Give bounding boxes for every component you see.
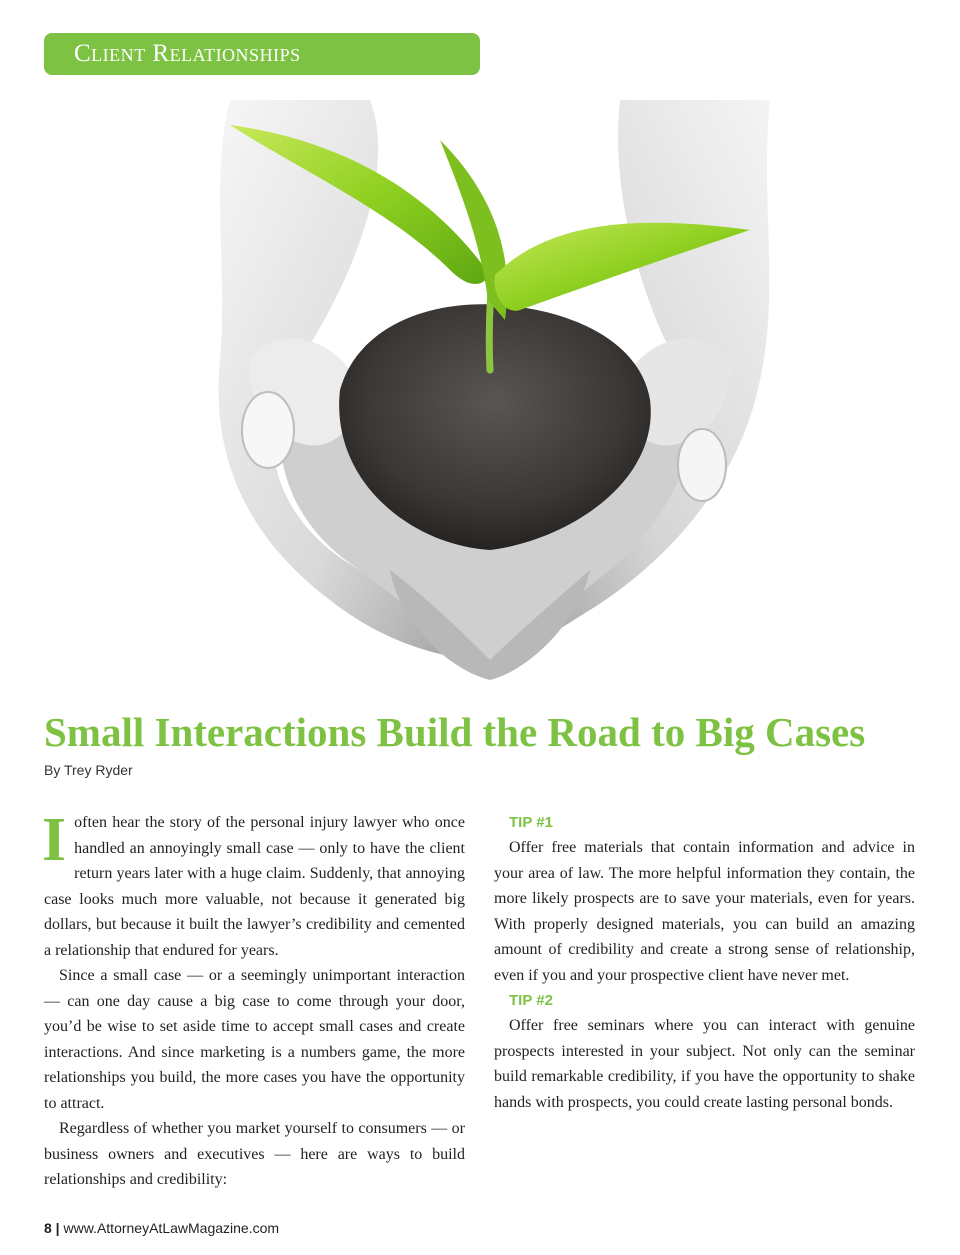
tip-heading: TIP #1 [509,814,553,831]
body-paragraph: Regardless of whether you market yourself to consumers — or business owners and executives — here are ways to build relationships and credibility: [44,1120,465,1188]
byline: By Trey Ryder [44,762,133,778]
tip-heading: TIP #2 [509,992,553,1009]
right-column [494,810,915,1115]
paragraph-text: often hear the story of the personal injury lawyer who once handled an annoyingly small case — only to have the client return years later with a huge claim. Suddenly, that annoying case looks much more valuable, not because it generated big dollars, but because it built the lawyer’s credibility and cemented a relationship that endured for years. [44,814,465,959]
hands-seedling-image [190,100,790,690]
left-column [42,806,465,1193]
page-number: 8 [44,1220,52,1236]
section-label: Client Relationships [74,40,301,67]
tip-body: Offer free seminars where you can interact with genuine prospects interested in your subject. Not only can the seminar build remarkable credibility, if you have the opportunity to shake hands with prospects, you could create lasting personal bonds. [494,1017,915,1111]
article-title: Small Interactions Build the Road to Big Cases [44,709,866,755]
footer-separator: | [51,1220,64,1236]
body-paragraph [42,806,465,963]
page-footer [44,1220,279,1236]
body-paragraph: Since a small case — or a seemingly unimportant interaction — can one day cause a big case to come through your door, you’d be wise to set aside time to accept small cases and create interactions. And since marketing is a numbers game, the more relationships you build, the more cases you have the opportunity to attract. [44,967,465,1112]
drop-cap: I [42,806,67,874]
website-link[interactable]: www.AttorneyAtLawMagazine.com [63,1220,280,1236]
section-tab [44,33,480,75]
tip-body: Offer free materials that contain information and advice in your area of law. The more helpful information they contain, the more likely prospects are to save your materials, even for years. With properly designed materials, you can build an amazing amount of credibility and create a strong sense of relationship, even if you and your prospective client have never met. [494,839,915,984]
